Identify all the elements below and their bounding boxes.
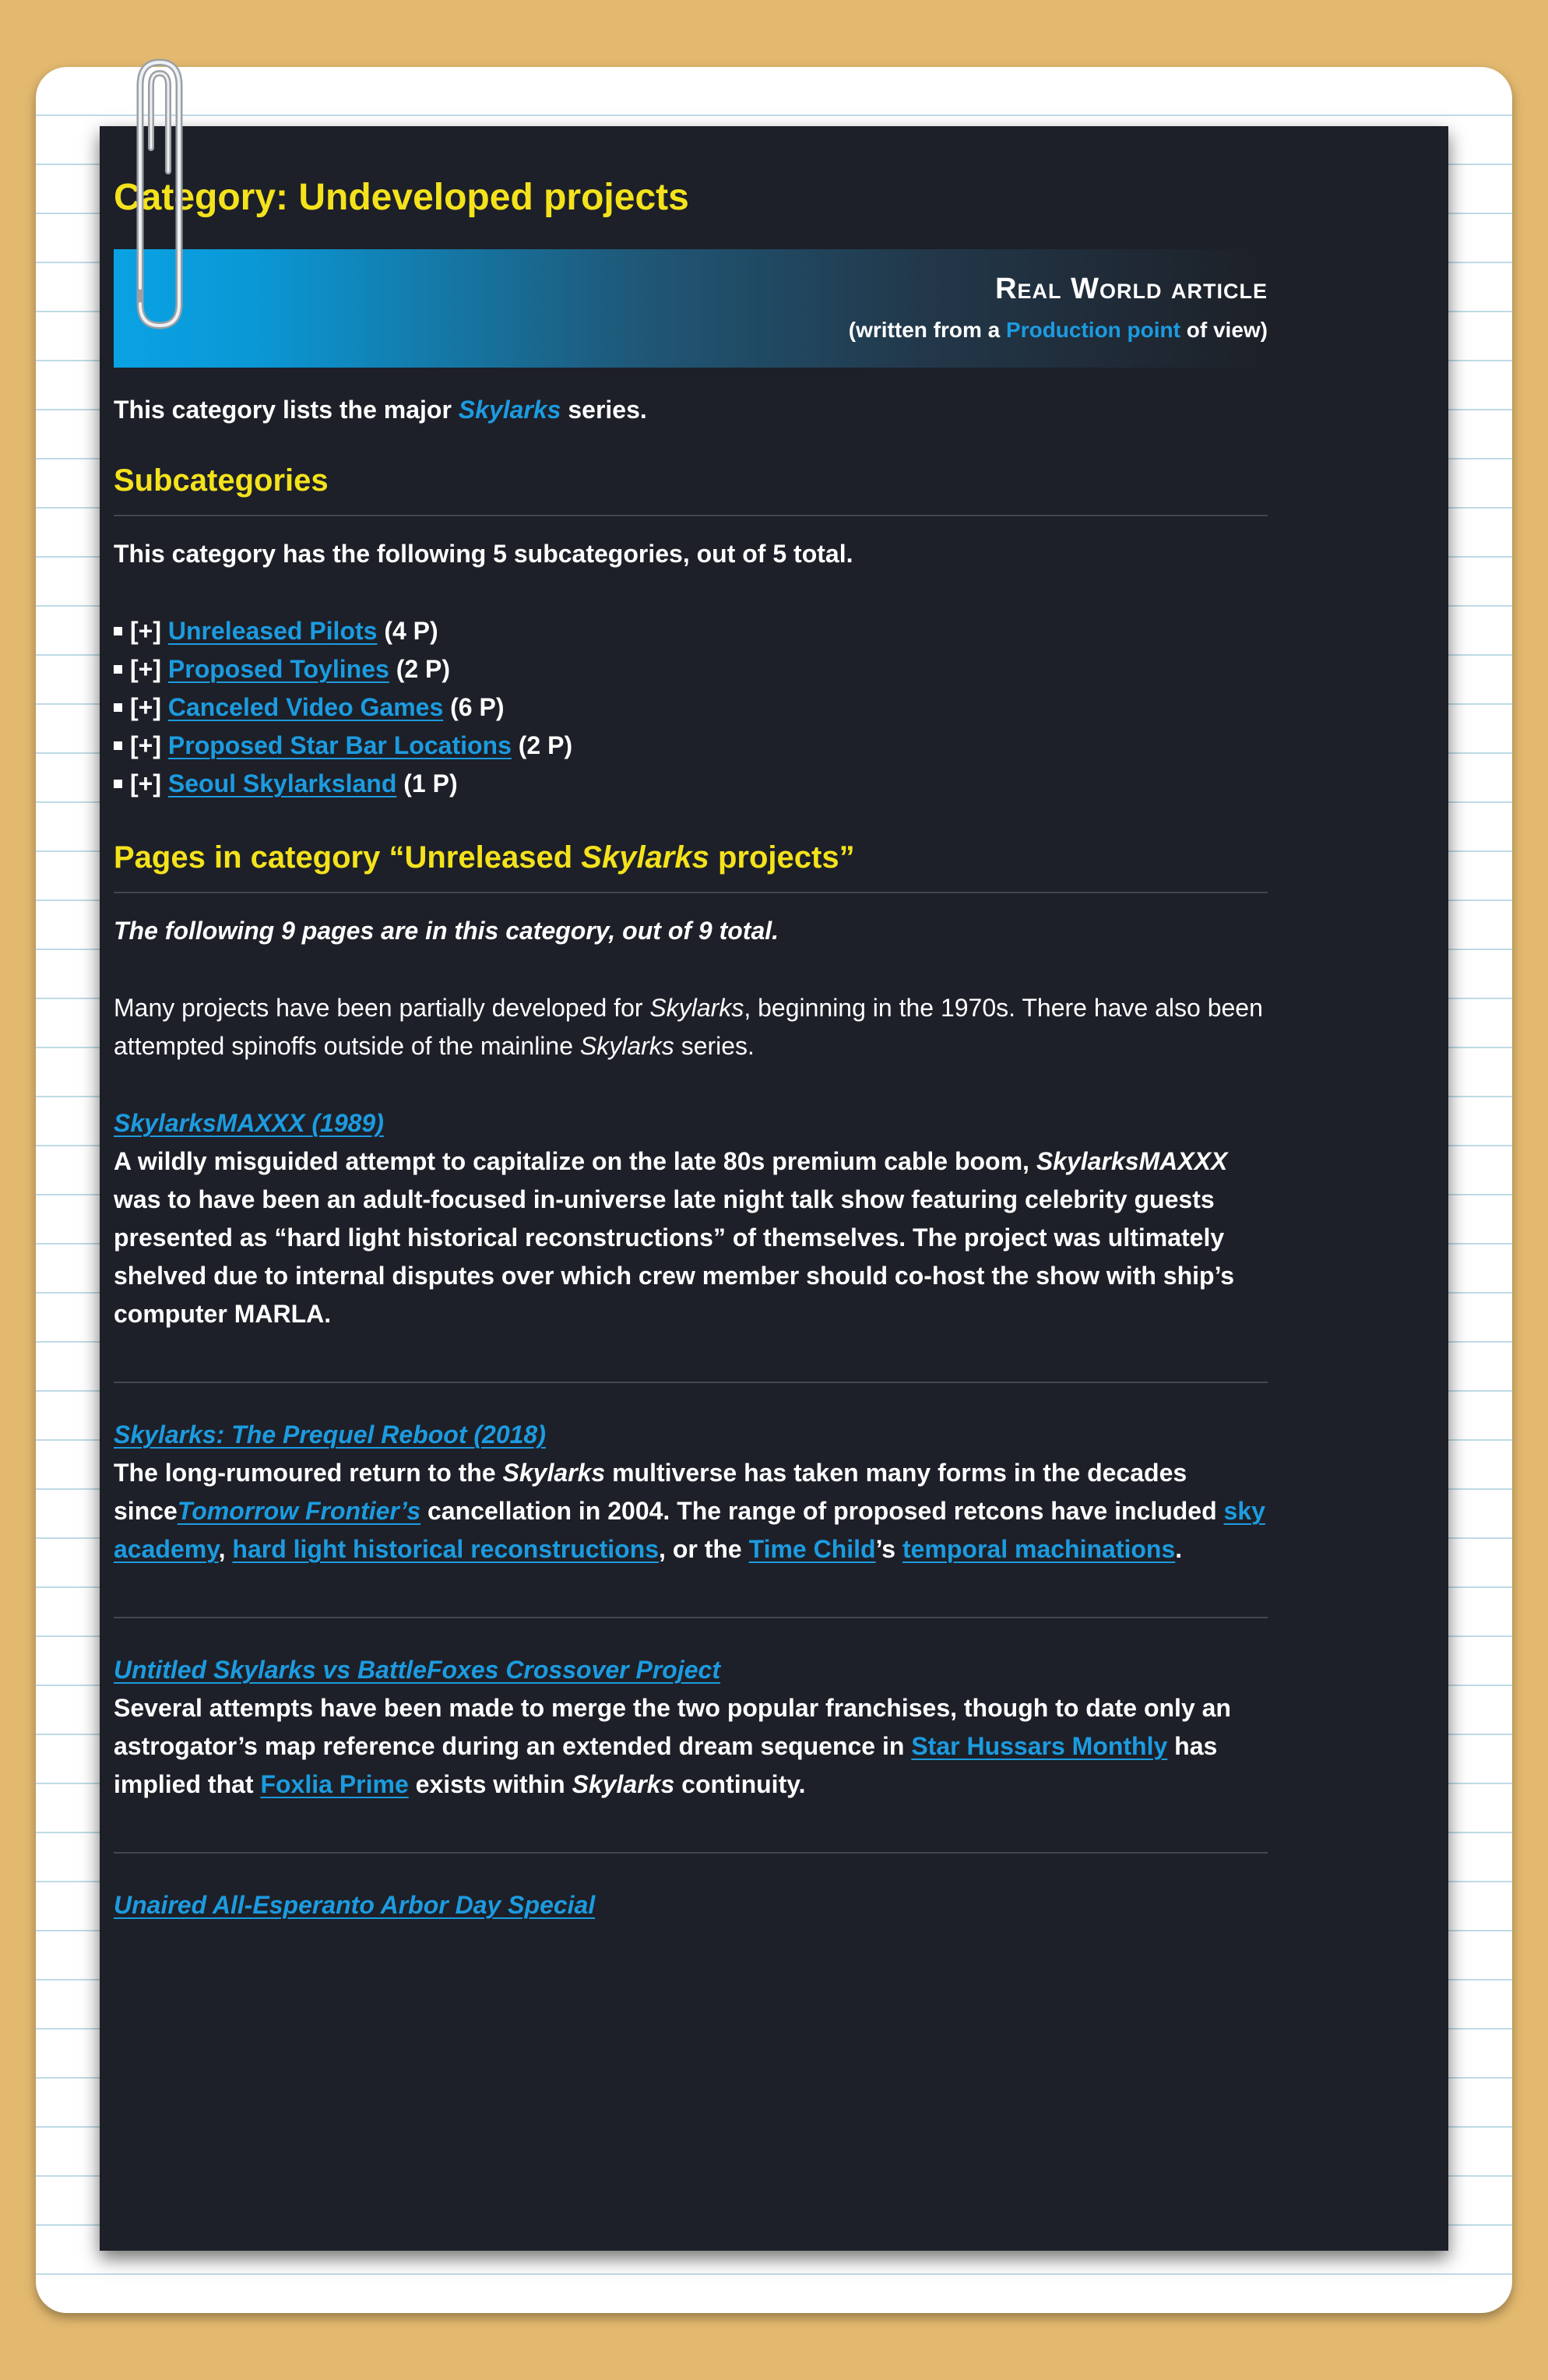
banner-sub-prefix: (written from a	[848, 318, 1007, 342]
entry-text: ’s	[875, 1535, 902, 1563]
expand-toggle[interactable]: [+]	[130, 769, 161, 797]
real-world-banner	[114, 249, 1268, 368]
entry-text: multiverse has taken many forms in the decades since	[114, 1459, 1187, 1525]
bullet-square-icon	[114, 780, 122, 788]
entry-text: .	[1175, 1535, 1183, 1563]
pages-heading-suffix: projects”	[709, 840, 855, 875]
list-item	[114, 765, 1268, 803]
entry-separator	[114, 1617, 1268, 1618]
entry-esperanto-special	[114, 1886, 1268, 1924]
entry-text: was to have been an adult-focused in-universe late night talk show featuring celebrity guests presented as “hard light historical reconstructions” of themselves. The project was ultimately shelved due to internal disputes over which crew member should co-host the show with ship’s computer MARLA.	[114, 1185, 1235, 1328]
entry-skylarksmaxxx	[114, 1104, 1268, 1333]
entry-text: ,	[218, 1535, 233, 1563]
subcategory-link-unreleased-pilots[interactable]: Unreleased Pilots	[167, 617, 378, 645]
list-item	[114, 727, 1268, 765]
list-item	[114, 688, 1268, 727]
page-count: (6 P)	[450, 693, 505, 721]
expand-toggle[interactable]: [+]	[130, 731, 161, 759]
article-content	[114, 173, 1268, 1924]
tomorrow-frontier-link[interactable]: Tomorrow Frontier’s	[177, 1497, 421, 1525]
entry-text: A wildly misguided attempt to capitalize on the late 80s premium cable boom,	[114, 1147, 1036, 1175]
entry-body	[114, 1142, 1268, 1333]
entry-text: The long-rumoured return to the	[114, 1459, 503, 1487]
entry-battlefoxes-crossover	[114, 1651, 1268, 1804]
desc-italic: Skylarks	[579, 1032, 674, 1060]
entry-separator	[114, 1382, 1268, 1383]
paperclip-icon	[117, 55, 195, 335]
pages-summary: The following 9 pages are in this category, out of 9 total.	[114, 917, 779, 945]
intro-suffix: series.	[561, 396, 647, 424]
pages-rule	[114, 892, 1268, 893]
entry-text: continuity.	[674, 1770, 806, 1798]
subcategory-list	[114, 612, 1268, 803]
entry-separator	[114, 1852, 1268, 1854]
subcategories-rule	[114, 515, 1268, 516]
expand-toggle[interactable]: [+]	[130, 617, 161, 645]
entry-title-link[interactable]: SkylarksMAXXX (1989)	[114, 1109, 384, 1137]
bullet-square-icon	[114, 703, 122, 712]
page-count: (2 P)	[518, 731, 573, 759]
list-item	[114, 612, 1268, 650]
entry-text: Several attempts have been made to merge the two popular franchises, though to date only an astrogator’s map reference during an extended dream sequence in	[114, 1694, 1231, 1760]
entry-title-link[interactable]: Unaired All-Esperanto Arbor Day Special	[114, 1891, 596, 1919]
desc-part: , beginning in the 1970s. There have also been attempted spinoffs outside of the mainline	[114, 994, 1263, 1060]
bullet-square-icon	[114, 665, 122, 674]
foxlia-prime-link[interactable]: Foxlia Prime	[260, 1770, 409, 1798]
entry-italic: Skylarks	[502, 1459, 606, 1487]
subcategories-summary: This category has the following 5 subcategories, out of 5 total.	[114, 540, 853, 568]
bullet-square-icon	[114, 741, 122, 750]
page-title: Category: Undeveloped projects	[114, 177, 689, 218]
entry-body	[114, 1454, 1268, 1568]
subcategory-link-canceled-video-games[interactable]: Canceled Video Games	[167, 693, 444, 721]
expand-toggle[interactable]: [+]	[130, 693, 161, 721]
entry-text: exists within	[408, 1770, 572, 1798]
subcategory-link-star-bar-locations[interactable]: Proposed Star Bar Locations	[167, 731, 512, 759]
entry-prequel-reboot	[114, 1416, 1268, 1568]
entry-text: cancellation in 2004. The range of proposed retcons have included	[420, 1497, 1224, 1525]
page-count: (1 P)	[403, 769, 458, 797]
expand-toggle[interactable]: [+]	[130, 655, 161, 683]
entry-italic: SkylarksMAXXX	[1036, 1147, 1228, 1175]
page-count: (4 P)	[384, 617, 438, 645]
desc-part: series.	[674, 1032, 755, 1060]
pages-description	[114, 989, 1268, 1065]
category-intro	[114, 391, 1268, 429]
bullet-square-icon	[114, 627, 122, 635]
time-child-link[interactable]: Time Child	[748, 1535, 876, 1563]
desc-italic: Skylarks	[649, 994, 744, 1022]
entry-italic: Skylarks	[572, 1770, 675, 1798]
production-point-link[interactable]: Production point	[1006, 318, 1180, 342]
subcategory-link-proposed-toylines[interactable]: Proposed Toylines	[167, 655, 389, 683]
temporal-machinations-link[interactable]: temporal machinations	[902, 1535, 1176, 1563]
skylarks-link[interactable]: Skylarks	[458, 396, 561, 424]
banner-sub-suffix: of view)	[1180, 318, 1268, 342]
entry-title-link[interactable]: Skylarks: The Prequel Reboot (2018)	[114, 1421, 546, 1449]
subcategory-link-seoul-skylarksland[interactable]: Seoul Skylarksland	[167, 769, 397, 797]
page-count: (2 P)	[396, 655, 451, 683]
pages-heading-italic: Skylarks	[581, 840, 709, 875]
desc-part: Many projects have been partially developed for	[114, 994, 650, 1022]
entry-body	[114, 1689, 1268, 1804]
entry-title-link[interactable]: Untitled Skylarks vs BattleFoxes Crossover Project	[114, 1656, 720, 1684]
sky-academy-link[interactable]: sky academy	[114, 1497, 1265, 1563]
pages-heading	[114, 836, 1268, 879]
banner-subtitle	[849, 318, 1268, 343]
entry-text: has implied that	[114, 1732, 1218, 1798]
entry-text: , or the	[659, 1535, 749, 1563]
intro-prefix: This category lists the major	[114, 396, 459, 424]
banner-title: Real World article	[995, 273, 1268, 305]
star-hussars-monthly-link[interactable]: Star Hussars Monthly	[911, 1732, 1168, 1760]
list-item	[114, 650, 1268, 688]
pages-heading-prefix: Pages in category “Unreleased	[114, 840, 582, 875]
hard-light-link[interactable]: hard light historical reconstructions	[232, 1535, 660, 1563]
subcategories-heading: Subcategories	[114, 463, 329, 498]
